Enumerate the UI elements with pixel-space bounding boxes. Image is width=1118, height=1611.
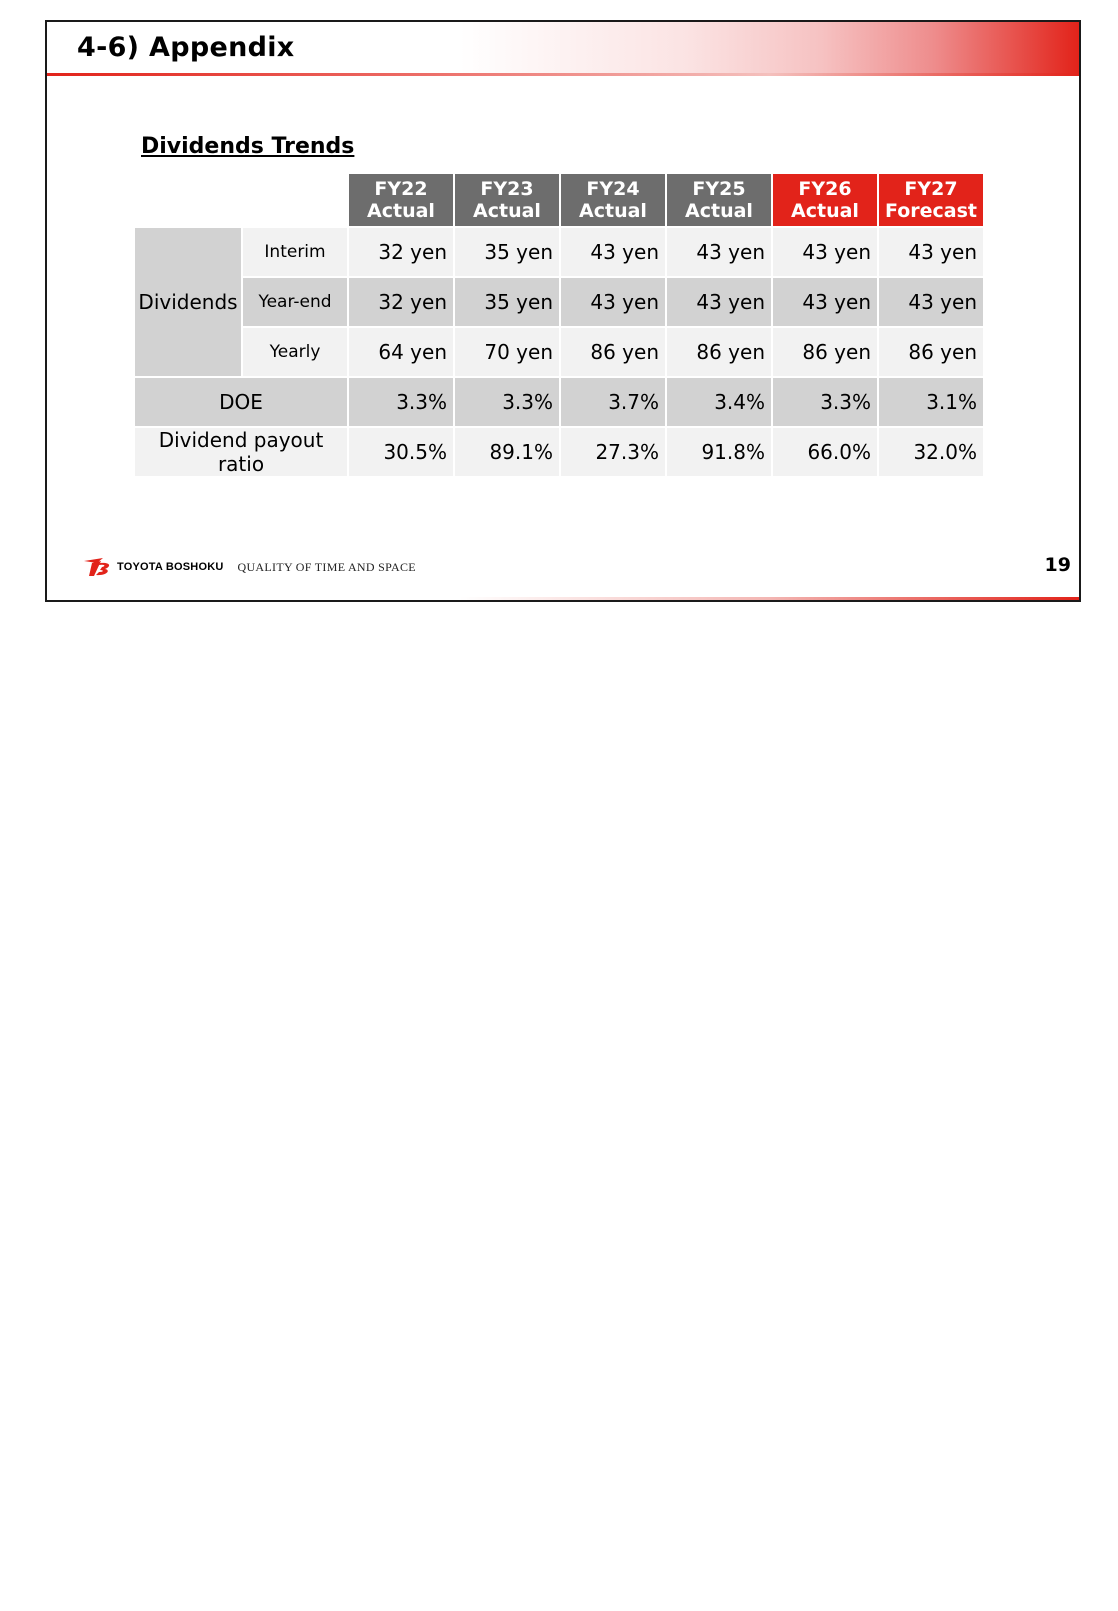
row-label-doe: DOE [135, 378, 347, 426]
table-cell: 43 yen [561, 228, 665, 276]
col-header-year: FY26 [798, 178, 852, 200]
dividends-table [133, 172, 985, 478]
row-group-label-dividends: Dividends [135, 228, 241, 376]
table-row-interim [135, 228, 983, 276]
footer-brand [83, 557, 416, 577]
header-divider [47, 73, 1079, 76]
col-header-fy27 [879, 174, 983, 226]
table-row-payout-ratio [135, 428, 983, 476]
table-cell: 43 yen [879, 278, 983, 326]
table-cell: 3.3% [349, 378, 453, 426]
table-cell: 30.5% [349, 428, 453, 476]
table-cell: 27.3% [561, 428, 665, 476]
table-cell: 66.0% [773, 428, 877, 476]
col-header-status: Actual [579, 200, 647, 222]
table-cell: 64 yen [349, 328, 453, 376]
page-title: 4-6) Appendix [77, 32, 295, 63]
table-cell: 32 yen [349, 278, 453, 326]
table-corner [135, 174, 347, 226]
table-cell: 35 yen [455, 278, 559, 326]
table-cell: 86 yen [561, 328, 665, 376]
col-header-status: Actual [367, 200, 435, 222]
col-header-fy26 [773, 174, 877, 226]
table-cell: 3.3% [773, 378, 877, 426]
table-cell: 86 yen [773, 328, 877, 376]
table-row-year-end [135, 278, 983, 326]
table-row-yearly [135, 328, 983, 376]
col-header-fy22 [349, 174, 453, 226]
col-header-status: Actual [473, 200, 541, 222]
brand-tagline: QUALITY OF TIME AND SPACE [237, 559, 416, 574]
table-header-row [135, 174, 983, 226]
col-header-fy25 [667, 174, 771, 226]
table-cell: 43 yen [773, 228, 877, 276]
col-header-status: Actual [791, 200, 859, 222]
col-header-year: FY22 [374, 178, 428, 200]
table-cell: 70 yen [455, 328, 559, 376]
toyota-boshoku-logo-icon [83, 557, 113, 577]
col-header-year: FY25 [692, 178, 746, 200]
table-cell: 3.1% [879, 378, 983, 426]
col-header-year: FY24 [586, 178, 640, 200]
col-header-fy23 [455, 174, 559, 226]
table-cell: 35 yen [455, 228, 559, 276]
row-label-year-end: Year-end [243, 278, 347, 326]
table-cell: 43 yen [667, 228, 771, 276]
table-cell: 43 yen [561, 278, 665, 326]
table-cell: 43 yen [667, 278, 771, 326]
col-header-status: Actual [685, 200, 753, 222]
table-cell: 91.8% [667, 428, 771, 476]
row-label-interim: Interim [243, 228, 347, 276]
table-row-doe [135, 378, 983, 426]
col-header-status: Forecast [885, 200, 977, 222]
table-cell: 3.4% [667, 378, 771, 426]
col-header-year: FY27 [904, 178, 958, 200]
table-cell: 43 yen [773, 278, 877, 326]
table-cell: 86 yen [667, 328, 771, 376]
table-cell: 86 yen [879, 328, 983, 376]
table-cell: 3.3% [455, 378, 559, 426]
brand-name: TOYOTA BOSHOKU [117, 561, 224, 573]
section-title: Dividends Trends [141, 134, 355, 159]
table-cell: 89.1% [455, 428, 559, 476]
table-cell: 32.0% [879, 428, 983, 476]
col-header-fy24 [561, 174, 665, 226]
row-label-payout-ratio: Dividend payout ratio [135, 428, 347, 476]
page-number: 19 [1044, 554, 1071, 576]
footer-divider [47, 597, 1079, 600]
col-header-year: FY23 [480, 178, 534, 200]
row-label-yearly: Yearly [243, 328, 347, 376]
table-cell: 32 yen [349, 228, 453, 276]
slide [45, 20, 1081, 602]
table-cell: 43 yen [879, 228, 983, 276]
table-cell: 3.7% [561, 378, 665, 426]
